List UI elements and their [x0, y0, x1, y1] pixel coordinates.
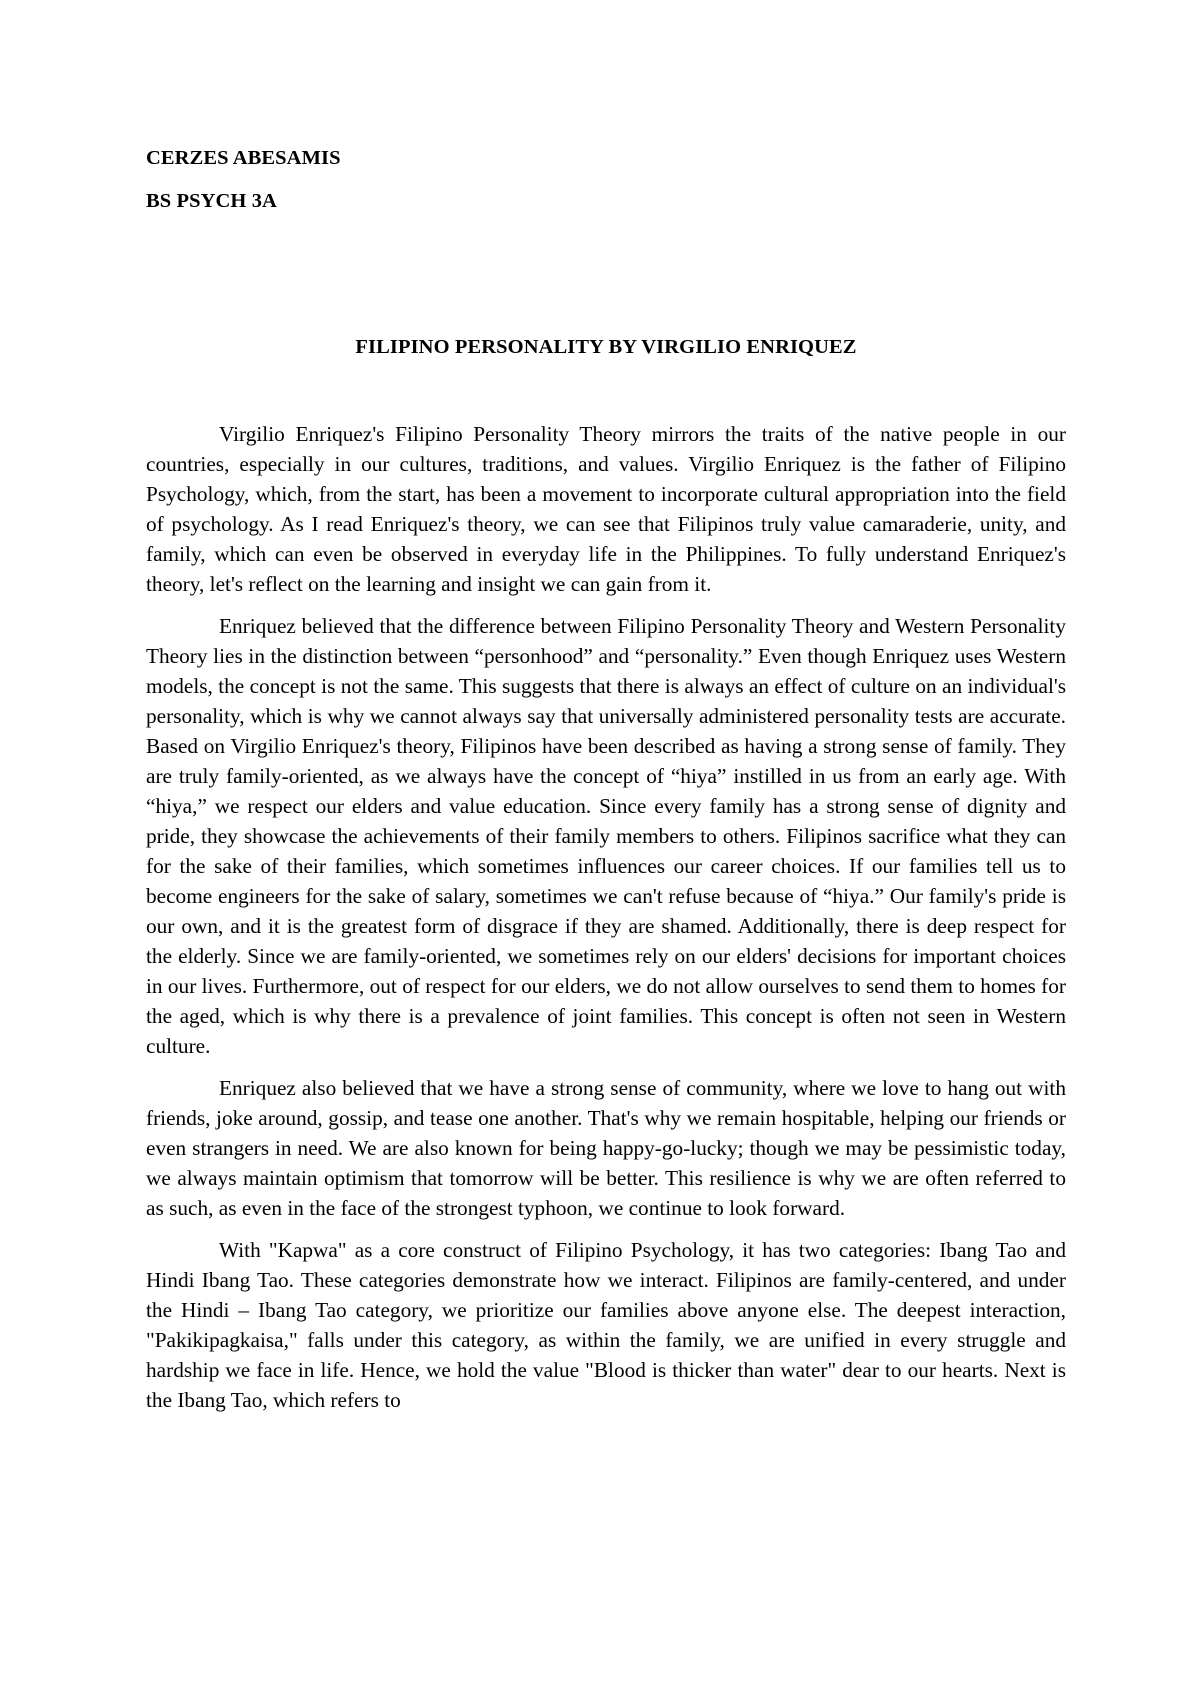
document-title: FILIPINO PERSONALITY BY VIRGILIO ENRIQUEZ: [355, 336, 857, 358]
paragraph-1: Virgilio Enriquez's Filipino Personality Theory mirrors the traits of the native people in our countries, especially in our cultures, traditions, and values. Virgilio Enriquez is the father of Filipino Psychology, which, from the start, has been a movement to incorporate cultural appropriation into the field of psychology. As I read Enriquez's theory, we can see that Filipinos truly value camaraderie, unity, and family, which can even be observed in everyday life in the Philippines. To fully understand Enriquez's theory, let's reflect on the learning and insight we can gain from it.: [146, 422, 1066, 596]
course-section: BS PSYCH 3A: [146, 190, 277, 212]
paragraph-4: With "Kapwa" as a core construct of Filipino Psychology, it has two categories: Ibang Tao and Hindi Ibang Tao. These categories demonstrate how we interact. Filipinos are family-centered, and under the Hindi – Ibang Tao category, we prioritize our families above anyone else. The deepest interaction, "Pakikipagkaisa," falls under this category, as within the family, we are unified in every struggle and hardship we face in life. Hence, we hold the value "Blood is thicker than water" dear to our hearts. Next is the Ibang Tao, which refers to: [146, 1238, 1066, 1412]
paragraph-2: Enriquez believed that the difference between Filipino Personality Theory and Western Personality Theory lies in the distinction between “personhood” and “personality.” Even though Enriquez uses Western models, the concept is not the same. This suggests that there is always an effect of culture on an individual's personality, which is why we cannot always say that universally administered personality tests are accurate. Based on Virgilio Enriquez's theory, Filipinos have been described as having a strong sense of family. They are truly family-oriented, as we always have the concept of “hiya” instilled in us from an early age. With “hiya,” we respect our elders and value education. Since every family has a strong sense of dignity and pride, they showcase the achievements of their family members to others. Filipinos sacrifice what they can for the sake of their families, which sometimes influences our career choices. If our families tell us to become engineers for the sake of salary, sometimes we can't refuse because of “hiya.” Our family's pride is our own, and it is the greatest form of disgrace if they are shamed. Additionally, there is deep respect for the elderly. Since we are family-oriented, we sometimes rely on our elders' decisions for important choices in our lives. Furthermore, out of respect for our elders, we do not allow ourselves to send them to homes for the aged, which is why there is a prevalence of joint families. This concept is often not seen in Western culture.: [146, 614, 1066, 1058]
author-name: CERZES ABESAMIS: [146, 147, 341, 169]
document-body: [146, 419, 1066, 1415]
paragraph-3: Enriquez also believed that we have a strong sense of community, where we love to hang out with friends, joke around, gossip, and tease one another. That's why we remain hospitable, helping our friends or even strangers in need. We are also known for being happy-go-lucky; though we may be pessimistic today, we always maintain optimism that tomorrow will be better. This resilience is why we are often referred to as such, as even in the face of the strongest typhoon, we continue to look forward.: [146, 1076, 1066, 1220]
